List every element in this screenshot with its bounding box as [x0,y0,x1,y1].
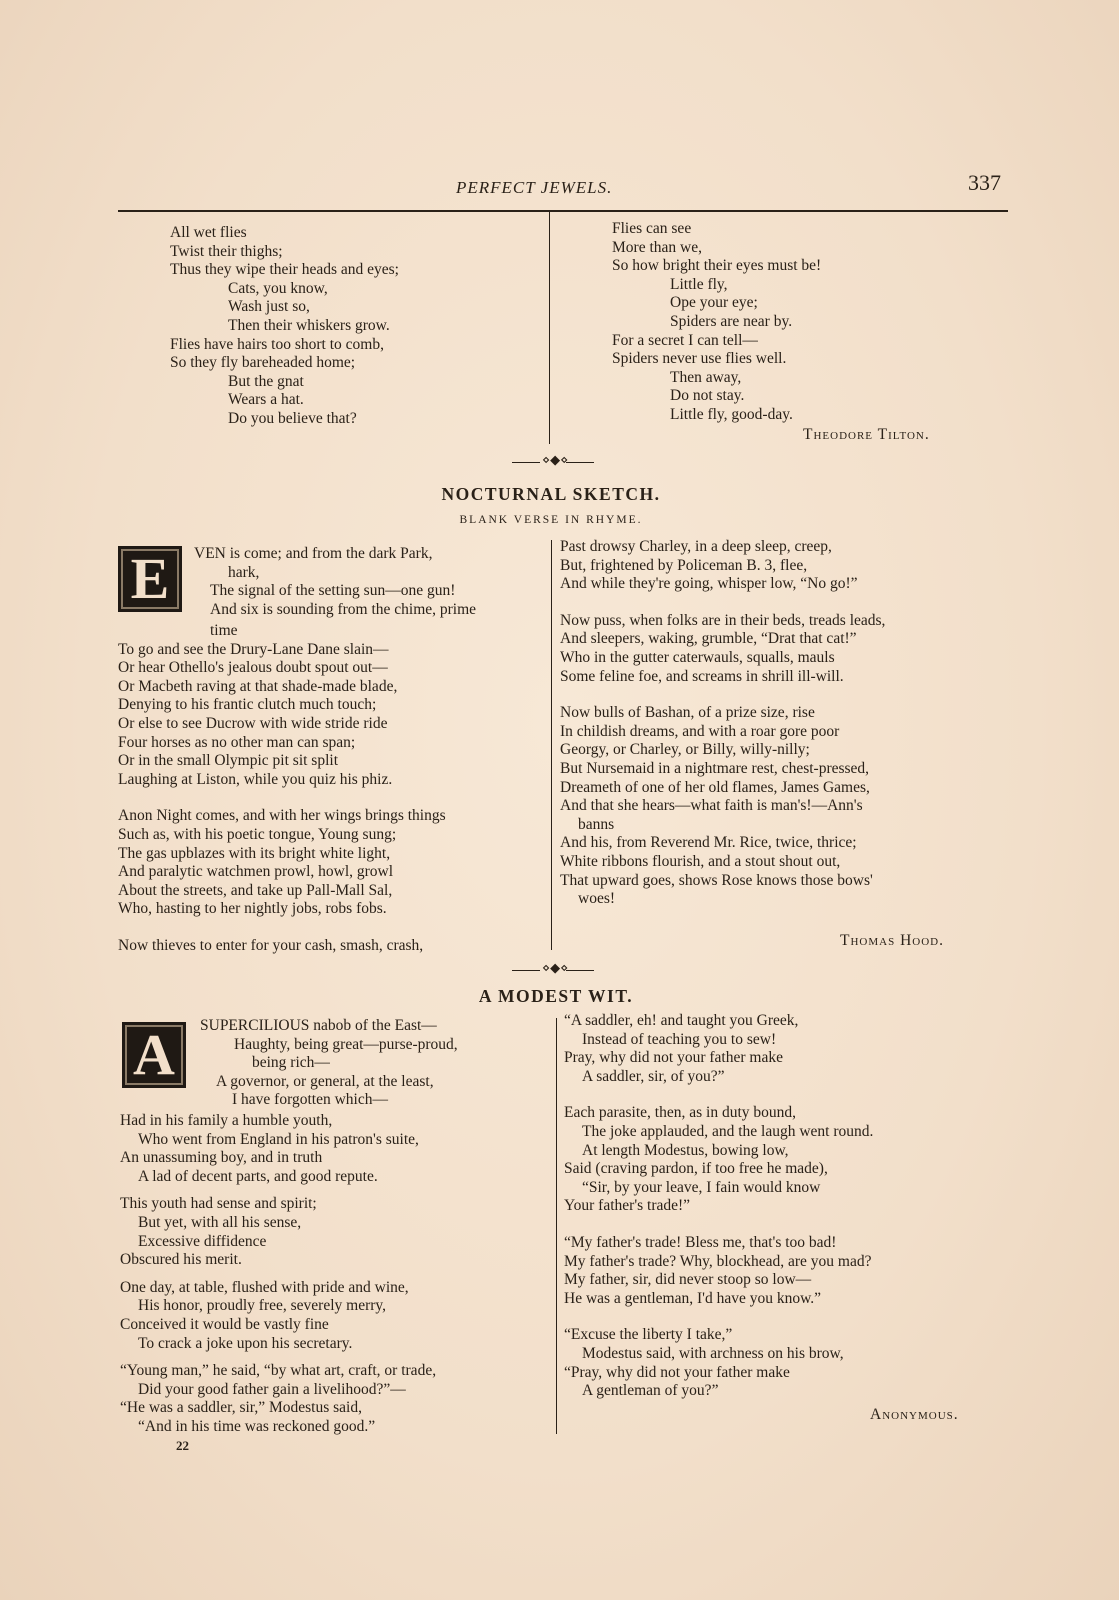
stanza-break [560,686,885,704]
verse-line: Little fly, [670,275,728,293]
signature-mark: 22 [176,1438,189,1453]
verse-line: Flies have hairs too short to comb, [170,335,384,353]
verse-line: Dreameth of one of her old flames, James Games, [560,778,870,796]
drop-cap-e: E [118,546,182,612]
verse-line: woes! [578,890,616,908]
verse-line: “A saddler, eh! and taught you Greek, [564,1012,799,1029]
verse-line: Ope your eye; [670,294,758,312]
verse-line: About the streets, and take up Pall-Mall Sal, [118,881,393,899]
stanza-break [564,1216,873,1234]
verse-line: Conceived it would be vastly fine [120,1315,329,1333]
verse-line: Each parasite, then, as in duty bound, [564,1104,797,1122]
poem3-dropcap-lines [200,1017,458,1110]
verse-line: A saddler, sir, of you?” [582,1067,725,1085]
poem2-right-column [560,538,885,909]
verse-line: “Pray, why did not your father make [564,1363,790,1381]
verse-line: All wet flies [170,224,247,241]
verse-line: And sleepers, waking, grumble, “Drat that cat!” [560,630,857,648]
verse-line: A gentleman of you?” [582,1382,719,1400]
verse-line: Past drowsy Charley, in a deep sleep, creep, [560,538,832,555]
verse-line: Such as, with his poetic tongue, Young sung; [118,825,397,843]
verse-line: An unassuming boy, and in truth [120,1149,323,1167]
running-head: PERFECT JEWELS. [456,178,613,197]
verse-line: Had in his family a humble youth, [120,1112,333,1129]
poem2-author: Thomas Hood. [840,932,944,949]
verse-line: Cats, you know, [228,279,328,297]
stanza-break [118,919,446,937]
verse-line: Then their whiskers grow. [228,316,390,334]
verse-line: Thus they wipe their heads and eyes; [170,261,399,279]
verse-line: White ribbons flourish, and a stout shout out, [560,852,841,870]
verse-line: “And in his time was reckoned good.” [138,1417,376,1435]
verse-line: Who, hasting to her nightly jobs, robs fobs. [118,900,387,918]
poem3-title: A MODEST WIT. [478,986,634,1006]
verse-line: “He was a saddler, sir,” Modestus said, [120,1399,362,1417]
verse-line: Said (craving pardon, if too free he made), [564,1160,828,1178]
verse-line: banns [578,815,615,833]
poem3-left-column [120,1112,436,1437]
verse-line: I have forgotten which— [232,1091,388,1109]
verse-line: A lad of decent parts, and good repute. [138,1167,378,1185]
verse-line: Wears a hat. [228,391,304,409]
verse-line: Instead of teaching you to sew! [582,1030,777,1048]
verse-line: So they fly bareheaded home; [170,354,356,372]
verse-line: SUPERCILIOUS nabob of the East— [200,1017,437,1034]
column-divider [549,212,550,444]
poem2-dropcap-lines [194,545,476,619]
verse-line: Now thieves to enter for your cash, smash, crash, [118,936,424,954]
verse-line: Or else to see Ducrow with wide stride ride [118,714,388,732]
verse-line: Obscured his merit. [120,1251,242,1269]
verse-line: But yet, with all his sense, [138,1213,302,1231]
verse-line: Laughing at Liston, while you quiz his phiz. [118,770,393,788]
verse-line: “Young man,” he said, “by what art, craft, or trade, [120,1362,437,1380]
verse-line: VEN is come; and from the dark Park, [194,545,433,562]
verse-line: “Sir, by your leave, I fain would know [582,1178,821,1196]
drop-cap-a: A [122,1022,186,1088]
verse-line: Now bulls of Bashan, of a prize size, rise [560,704,815,722]
verse-line: Who went from England in his patron's suite, [138,1130,419,1148]
verse-line: One day, at table, flushed with pride and wine, [120,1278,409,1296]
stanza-break [564,1308,873,1326]
verse-line: Four horses as no other man can span; [118,733,356,751]
poem2-subtitle: BLANK VERSE IN RHYME. [459,514,643,526]
verse-line: My father, sir, did never stoop so low— [564,1271,812,1289]
verse-line: This youth had sense and spirit; [120,1195,317,1213]
column-divider [556,1018,557,1434]
verse-line: Wash just so, [228,298,310,316]
poem3-author: Anonymous. [870,1406,959,1423]
verse-line: So how bright their eyes must be! [612,257,822,275]
verse-line: And paralytic watchmen prowl, howl, growl [118,863,394,881]
verse-line: Anon Night comes, and with her wings brings things [118,807,446,825]
verse-line: That upward goes, shows Rose knows those bows' [560,871,873,889]
stanza-break [564,1086,873,1104]
poem2-title: NOCTURNAL SKETCH. [441,484,661,504]
verse-line: Spiders are near by. [670,312,793,330]
verse-line: Or in the small Olympic pit sit split [118,752,339,770]
verse-line: For a secret I can tell— [612,331,758,349]
stanza-break [120,1353,436,1362]
verse-line: “Excuse the liberty I take,” [564,1326,733,1344]
verse-line: My father's trade? Why, blockhead, are you mad? [564,1252,872,1270]
verse-line: hark, [228,563,260,581]
verse-line: Denying to his frantic clutch much touch; [118,696,377,714]
verse-line: To crack a joke upon his secretary. [138,1334,353,1352]
verse-line: time [210,622,238,639]
verse-line: Or hear Othello's jealous doubt spout out— [118,659,388,677]
stanza-break [120,1270,436,1279]
verse-line: “My father's trade! Bless me, that's too bad! [564,1233,837,1251]
verse-line: Flies can see [612,220,692,237]
verse-line: But, frightened by Policeman B. 3, flee, [560,556,808,574]
verse-line: His honor, proudly free, severely merry, [138,1297,387,1315]
section-ornament: ⋄◆⋄ [512,962,594,978]
verse-line: The signal of the setting sun—one gun! [210,582,456,600]
verse-line: Twist their thighs; [170,242,283,260]
verse-line: Then away, [670,368,742,386]
verse-line: Now puss, when folks are in their beds, treads leads, [560,611,886,629]
verse-line: Do you believe that? [228,409,357,427]
verse-line: But the gnat [228,372,304,390]
column-divider [551,540,552,950]
poem3-right-column [564,1012,873,1401]
verse-line: Little fly, good-day. [670,405,793,423]
verse-line: The joke applauded, and the laugh went round. [582,1122,874,1140]
verse-line: At length Modestus, bowing low, [582,1141,789,1159]
verse-line: Who in the gutter caterwauls, squalls, mauls [560,648,835,666]
verse-line: Or Macbeth raving at that shade-made blade, [118,677,398,695]
section-ornament: ⋄◆⋄ [512,454,594,470]
verse-line: More than we, [612,238,702,256]
verse-line: Pray, why did not your father make [564,1049,783,1067]
verse-line: And while they're going, whisper low, “No go!” [560,575,858,593]
verse-line: In childish dreams, and with a roar gore poor [560,722,840,740]
verse-line: And that she hears—what faith is man's!—Ann's [560,797,863,815]
stanza-break [118,789,446,807]
verse-line: But Nursemaid in a nightmare rest, chest-pressed, [560,759,870,777]
verse-line: Haughty, being great—purse-proud, [234,1035,458,1053]
poem1-author: Theodore Tilton. [803,426,930,443]
verse-line: Modestus said, with archness on his brow, [582,1344,844,1362]
verse-line: Georgy, or Charley, or Billy, willy-nilly; [560,741,810,759]
verse-line: And his, from Reverend Mr. Rice, twice, thrice; [560,834,857,852]
verse-line: To go and see the Drury-Lane Dane slain— [118,640,389,658]
verse-line: He was a gentleman, I'd have you know.” [564,1289,822,1307]
poem1-right-column [612,220,821,425]
verse-line: Did your good father gain a livelihood?”— [138,1380,406,1398]
verse-line: A governor, or general, at the least, [216,1072,434,1090]
stanza-break [560,594,885,612]
verse-line: Some feline foe, and screams in shrill ill-will. [560,667,844,685]
header-rule [118,210,1008,212]
verse-line: being rich— [252,1054,330,1072]
page-number: 337 [968,170,1001,195]
stanza-break [120,1186,436,1195]
verse-line: The gas upblazes with its bright white light, [118,844,391,862]
verse-line: Excessive diffidence [138,1232,267,1250]
verse-line: Do not stay. [670,387,745,405]
verse-line: And six is sounding from the chime, prime [210,600,477,618]
verse-line: Your father's trade!” [564,1197,691,1215]
poem2-left-column [118,622,446,956]
poem1-left-column [170,224,399,429]
verse-line: Spiders never use flies well. [612,350,787,368]
